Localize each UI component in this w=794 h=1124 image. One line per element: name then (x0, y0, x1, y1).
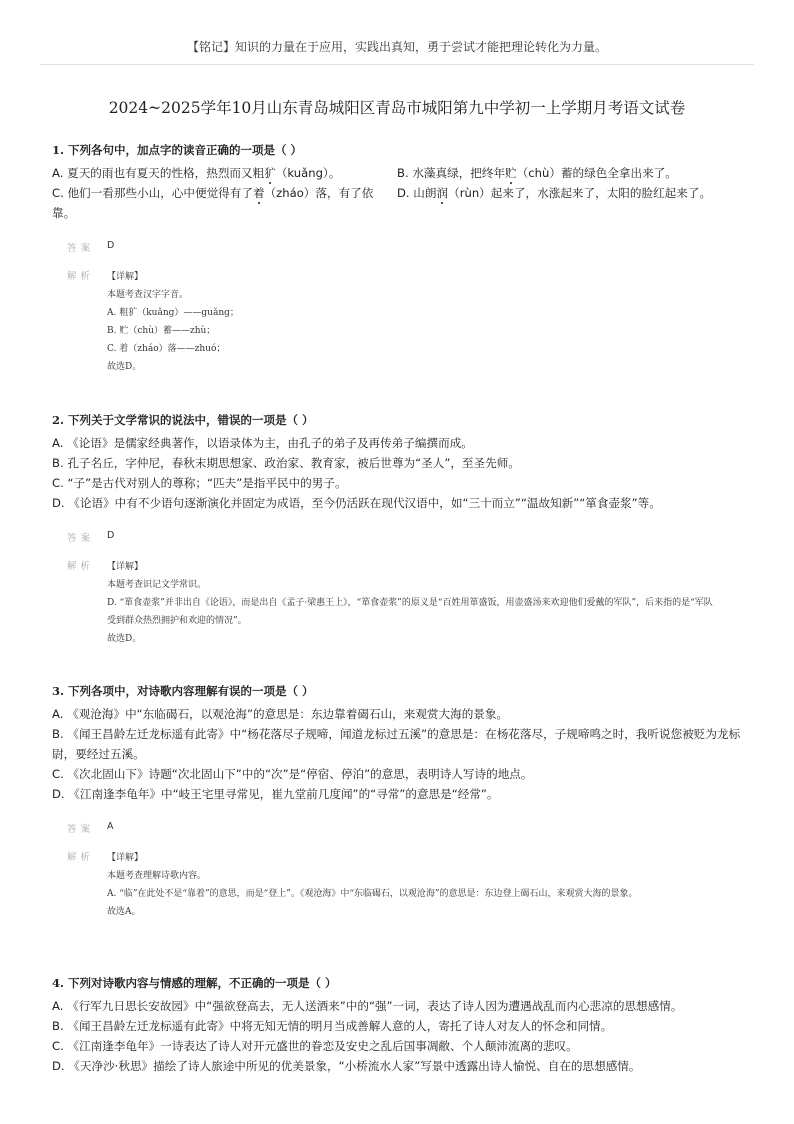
option-d: D. 《论语》中有不少语句逐渐演化并固定为成语，至今仍活跃在现代汉语中，如“三十而立”“温故知新”“箪食壶浆”等。 (52, 496, 661, 510)
option-a (52, 163, 397, 183)
answer-value: A (107, 821, 114, 832)
explanation-label: 解析 (67, 852, 95, 863)
option-text: （chù）蓄的绿色全拿出来了。 (516, 166, 677, 180)
explanation-line: 本题考查识记文学常识。 (107, 580, 207, 590)
question-stem: 4. 下列对诗歌内容与情感的理解，不正确的一项是（ ） (52, 976, 337, 990)
option-text: （kuǎng）。 (275, 166, 341, 180)
explanation-block (67, 558, 752, 648)
answer-value: D (107, 530, 115, 541)
option-d (397, 183, 752, 223)
explanation-block (67, 268, 752, 376)
explanation-line: C. 着（zháo）落——zhuó； (107, 344, 226, 354)
option-a: A. 《行军九日思长安故园》中“强欲登高去，无人送酒来”中的“强”一词，表达了诗人因为遭遇战乱而内心悲凉的思想感情。 (52, 999, 683, 1013)
question-stem: 3. 下列各项中，对诗歌内容理解有误的一项是（ ） (52, 684, 314, 698)
option-text: （zháo）落，有了依靠。 (52, 186, 374, 220)
answer-row (67, 530, 752, 544)
explanation-body (107, 268, 717, 376)
answer-row (67, 821, 752, 835)
explanation-label: 解析 (67, 271, 95, 282)
dotted-char: 润 (436, 186, 449, 200)
option-c (52, 183, 387, 223)
explanation-line: A. 粗犷（kuǎng）——guǎng； (107, 308, 239, 318)
answer-label: 答案 (67, 824, 95, 835)
option-a: A. 《观沧海》中“东临碣石，以观沧海”的意思是：东边靠着碣石山，来观赏大海的景象。 (52, 707, 509, 721)
page-title: 2024~2025学年10月山东青岛城阳区青岛市城阳第九中学初一上学期月考语文试卷 (108, 99, 686, 117)
answer-row (67, 240, 752, 254)
explanation-line: 本题考查汉字字音。 (107, 290, 189, 300)
explanation-line: D. “箪食壶浆”并非出自《论语》，而是出自《孟子·梁惠王上》，“箪食壶浆”的原义是“百姓用箪盛饭，用壶盛汤来欢迎他们爱戴的军队”，后来指的是“军队受到群众热烈拥护和欢迎的情况”。 (107, 598, 713, 626)
question-stem: 2. 下列关于文学常识的说法中，错误的一项是（ ） (52, 413, 314, 427)
option-text: D. 山朗 (397, 186, 437, 200)
explanation-line: 【详解】 (107, 853, 144, 863)
option-text: （rùn）起来了，水涨起来了，太阳的脸红起来了。 (448, 186, 712, 200)
option-c: C. “子”是古代对别人的尊称；“匹夫”是指平民中的男子。 (52, 476, 347, 490)
question-3 (52, 683, 752, 921)
dotted-char: 贮 (505, 166, 517, 180)
explanation-line: 故选A。 (107, 907, 141, 917)
explanation-label: 解析 (67, 561, 95, 572)
explanation-line: 【详解】 (107, 562, 144, 572)
option-d: D. 《天净沙·秋思》描绘了诗人旅途中所见的优美景象，“小桥流水人家”写景中透露出诗人愉悦、自在的思想感情。 (52, 1059, 641, 1073)
explanation-line: A. “临”在此处不是“靠着”的意思，而是“登上”。《观沧海》中“东临碣石，以观沧海”的意思是：东边登上碣石山，来观赏大海的景象。 (107, 889, 638, 899)
explanation-line: B. 贮（chù）蓄——zhù； (107, 326, 216, 336)
option-b (397, 163, 752, 183)
question-stem: 1. 下列各句中，加点字的读音正确的一项是（ ） (52, 143, 303, 157)
option-c: C. 《次北固山下》诗题“次北固山下”中的“次”是“停宿、停泊”的意思，表明诗人写诗的地点。 (52, 767, 533, 781)
option-text: C. 他们一看那些小山，心中便觉得有了 (52, 186, 253, 200)
option-text: B. 水藻真绿，把终年 (397, 166, 506, 180)
explanation-block (67, 849, 752, 921)
answer-label: 答案 (67, 533, 95, 544)
explanation-body (107, 558, 717, 648)
answer-label: 答案 (67, 243, 95, 254)
option-b: B. 《闻王昌龄左迁龙标遥有此寄》中将无知无情的明月当成善解人意的人，寄托了诗人对友人的怀念和同情。 (52, 1019, 613, 1033)
explanation-line: 本题考查理解诗歌内容。 (107, 871, 207, 881)
header-divider (40, 64, 754, 65)
dotted-char: 着 (252, 186, 265, 200)
explanation-body (107, 849, 717, 921)
motto-banner: 【铭记】知识的力量在于应用，实践出真知，勇于尝试才能把理论转化为力量。 (186, 40, 607, 54)
question-1 (52, 142, 752, 376)
explanation-line: 【详解】 (107, 272, 144, 282)
dotted-char: 犷 (264, 166, 276, 180)
question-4 (52, 975, 752, 1076)
option-b: B. 孔子名丘，字仲尼，春秋末期思想家、政治家、教育家，被后世尊为“圣人”，至圣先师。 (52, 456, 520, 470)
explanation-line: 故选D。 (107, 634, 142, 644)
answer-value: D (107, 240, 115, 251)
option-text: A. 夏天的雨也有夏天的性格，热烈而又粗 (52, 166, 265, 180)
option-c: C. 《江南逢李龟年》一诗表达了诗人对开元盛世的眷恋及安史之乱后国事凋敝、个人颠沛流离的悲叹。 (52, 1039, 578, 1053)
option-d: D. 《江南逢李龟年》中“岐王宅里寻常见，崔九堂前几度闻”的“寻常”的意思是“经常”。 (52, 787, 499, 801)
option-b: B. 《闻王昌龄左迁龙标遥有此寄》中“杨花落尽子规啼，闻道龙标过五溪”的意思是：在杨花落尽，子规啼鸣之时，我听说您被贬为龙标尉，要经过五溪。 (52, 727, 741, 761)
question-2 (52, 412, 752, 648)
option-a: A. 《论语》是儒家经典著作，以语录体为主，由孔子的弟子及再传弟子编撰而成。 (52, 436, 473, 450)
explanation-line: 故选D。 (107, 362, 142, 372)
options-grid (52, 163, 752, 223)
